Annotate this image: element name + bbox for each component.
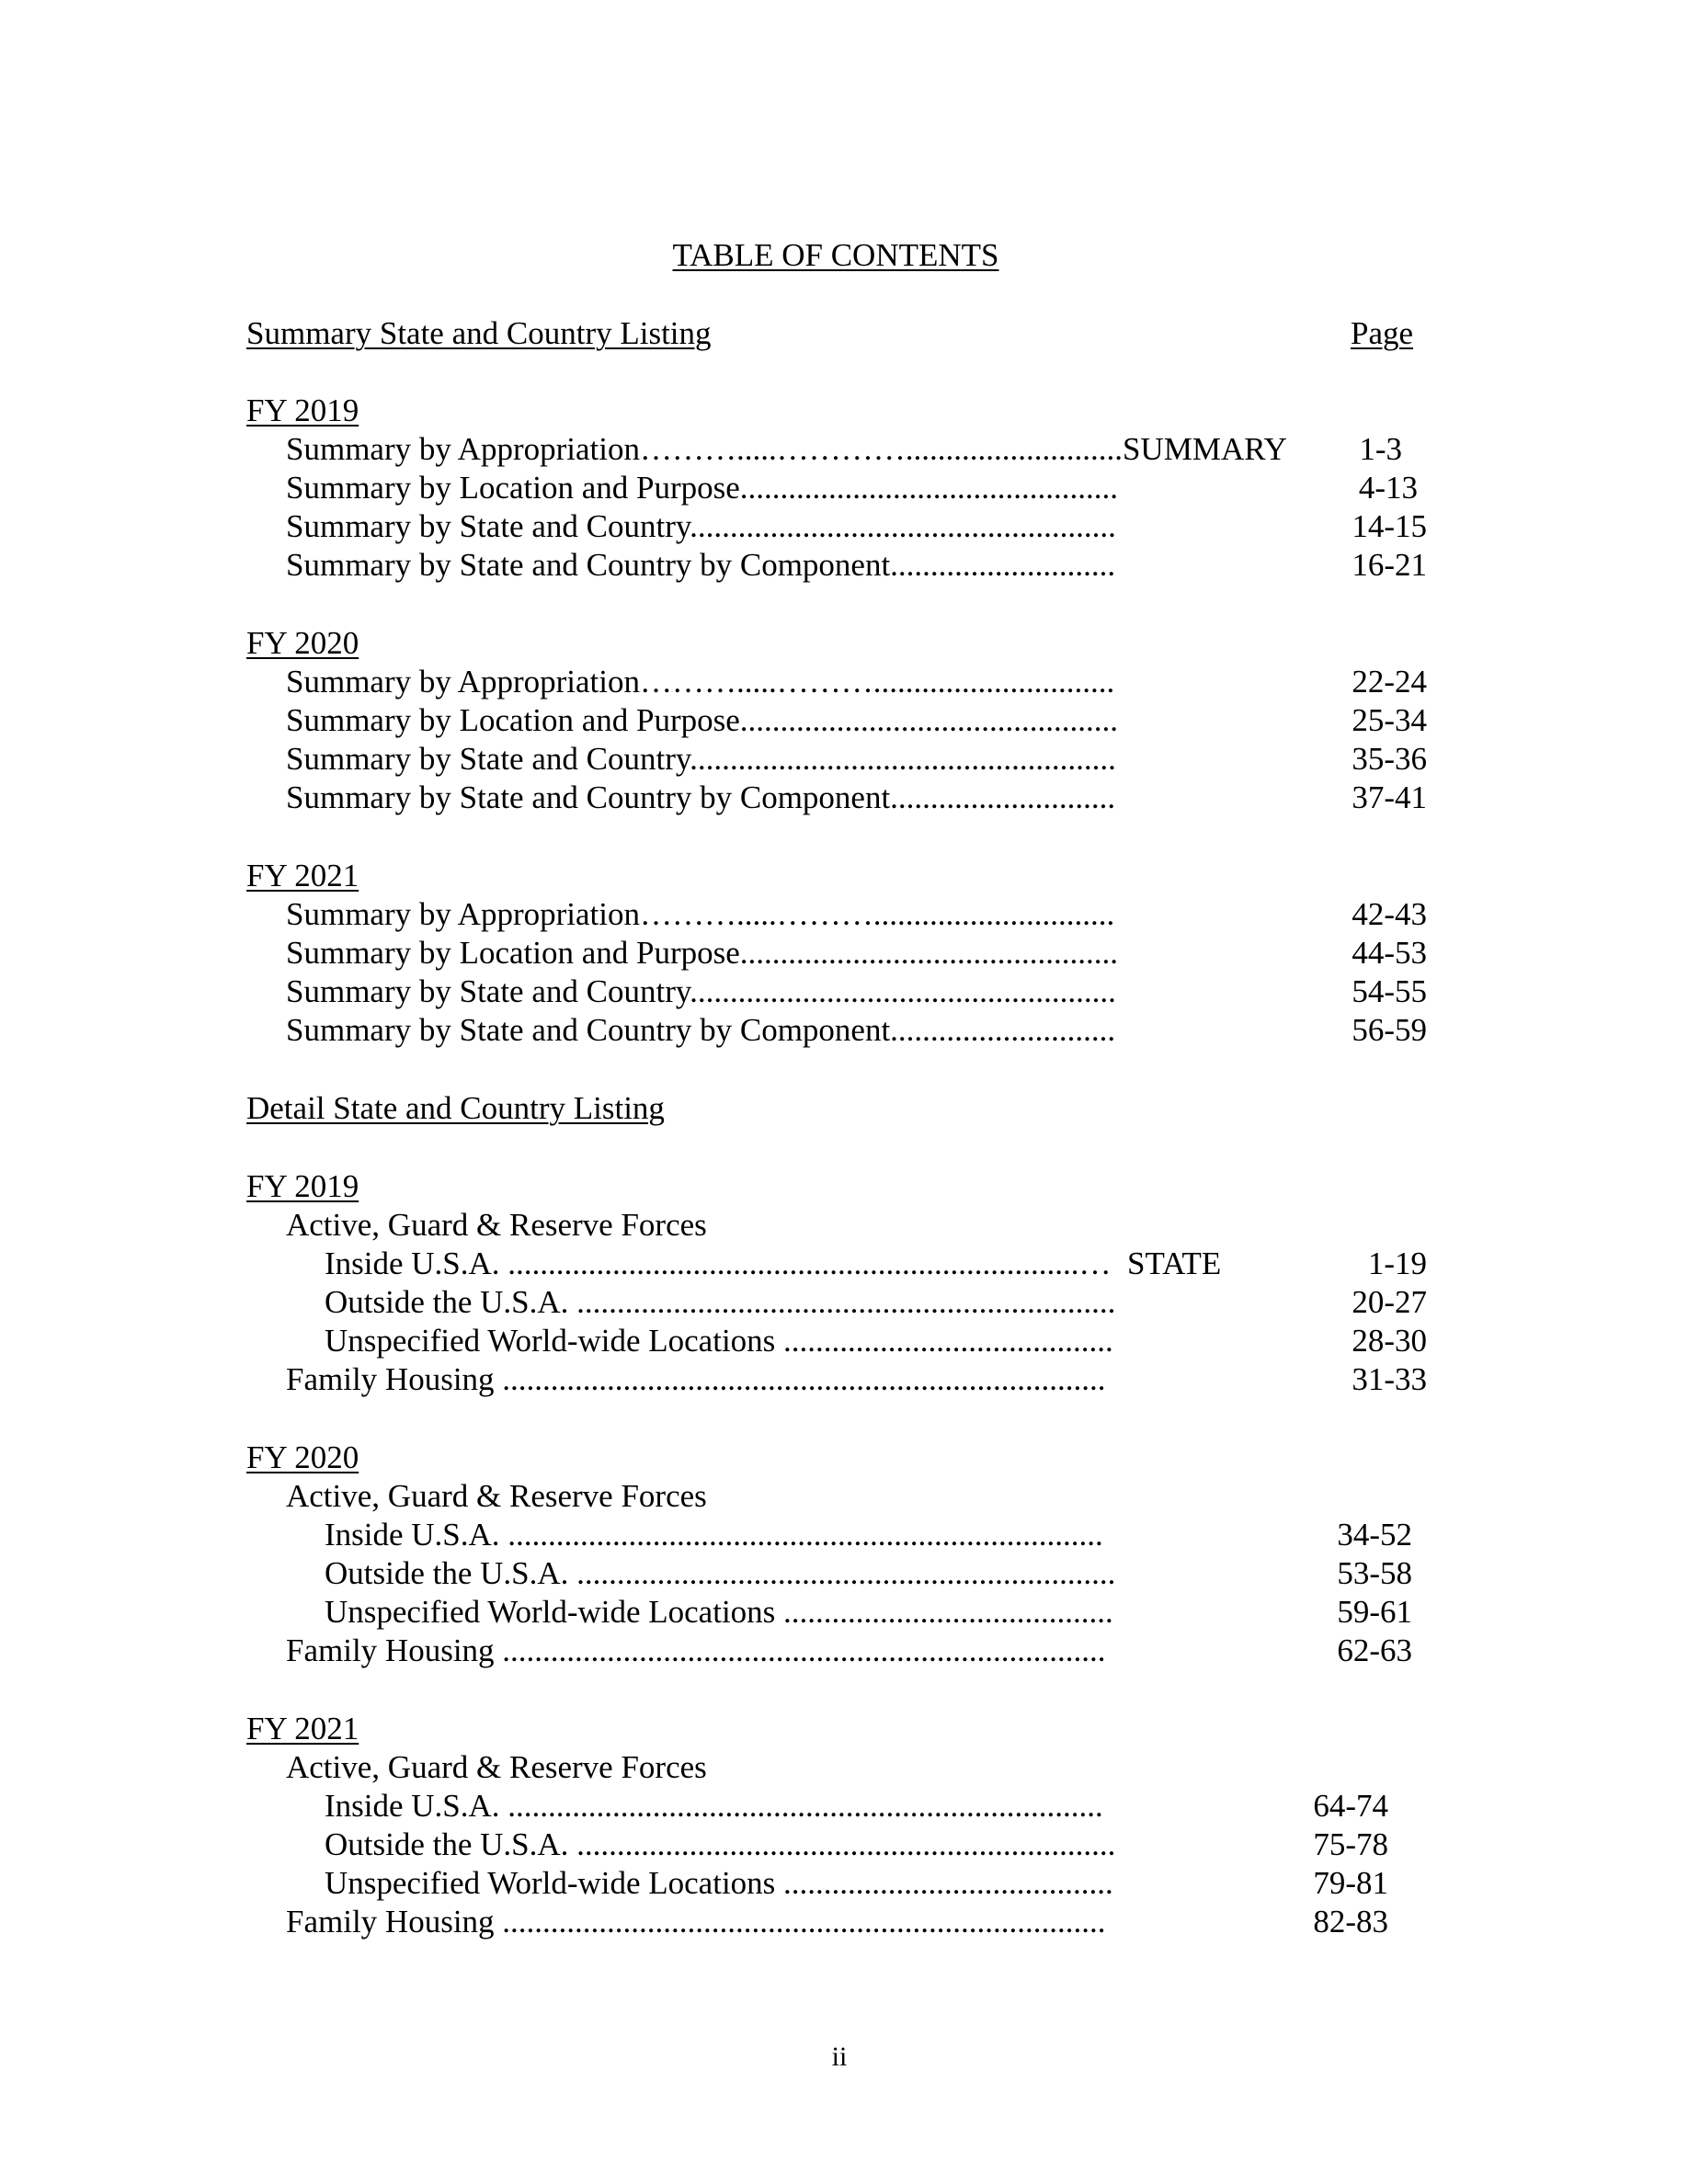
toc-entry-page: 59-61 [1337,1594,1412,1630]
toc-entry-text: Inside U.S.A. .......................................................................… STATE [325,1246,1222,1281]
toc-entry-text: Summary by Location and Purpose............................................... [286,935,1119,971]
toc-entry-page: 64-74 [1313,1788,1388,1824]
forces-subheading: Active, Guard & Reserve Forces [286,1749,707,1785]
detail-fy2021-heading: FY 2021 [246,1711,359,1746]
toc-entry-page: 1-3 [1359,431,1402,467]
toc-entry-text: Summary by State and Country by Component............................ [286,779,1116,815]
toc-entry-text: Outside the U.S.A. ................................................................... [325,1284,1116,1320]
toc-entry-text: Unspecified World-wide Locations ......................................... [325,1865,1113,1901]
toc-entry-page: 35-36 [1352,741,1427,777]
toc-entry-page: 4-13 [1358,470,1418,506]
forces-subheading: Active, Guard & Reserve Forces [286,1207,707,1243]
toc-entry-page: 79-81 [1313,1865,1388,1901]
page-column-heading: Page [1351,315,1414,351]
toc-entry-text: Unspecified World-wide Locations ......................................... [325,1594,1113,1630]
toc-entry-text: Summary by State and Country..................................................... [286,508,1116,544]
toc-entry-page: 54-55 [1352,973,1427,1009]
toc-entry-text: Inside U.S.A. .......................................................................... [325,1517,1103,1553]
detail-fy2020-heading: FY 2020 [246,1439,359,1475]
toc-entry-page: 62-63 [1337,1632,1412,1668]
toc-entry-page: 42-43 [1352,896,1427,932]
toc-entry-text: Family Housing ........................................................................... [286,1632,1106,1668]
toc-entry-page: 31-33 [1352,1361,1427,1397]
toc-entry-text: Inside U.S.A. .......................................................................... [325,1788,1103,1824]
toc-entry-page: 34-52 [1337,1517,1412,1553]
toc-entry-text: Summary by Location and Purpose............................................... [286,470,1119,506]
toc-entry-page: 44-53 [1352,935,1427,971]
toc-entry-page: 82-83 [1313,1904,1388,1939]
summary-fy2021-heading: FY 2021 [246,858,359,893]
toc-entry-page: 37-41 [1352,779,1427,815]
toc-entry-text: Outside the U.S.A. ................................................................... [325,1826,1116,1862]
toc-entry-page: 28-30 [1352,1323,1427,1359]
summary-fy2019-heading: FY 2019 [246,392,359,428]
summary-section-heading: Summary State and Country Listing [246,315,712,351]
toc-entry-text: Summary by State and Country..................................................... [286,741,1116,777]
toc-entry-text: Summary by Appropriation……….....……….............................. [286,896,1115,932]
toc-entry-page: 14-15 [1352,508,1427,544]
toc-entry-page: 75-78 [1313,1826,1388,1862]
toc-entry-text: Summary by State and Country by Component............................ [286,1012,1116,1048]
toc-entry-text: Summary by State and Country..................................................... [286,973,1116,1009]
toc-entry-text: Summary by State and Country by Component............................ [286,547,1116,583]
toc-entry-page: 20-27 [1352,1284,1427,1320]
toc-entry-text: Outside the U.S.A. ................................................................... [325,1555,1116,1591]
toc-entry-text: Family Housing ........................................................................... [286,1904,1106,1939]
toc-entry-text: Summary by Appropriation……….....……….............................. [286,664,1115,700]
page-number: ii [831,2042,848,2072]
toc-entry-text: Unspecified World-wide Locations ......................................... [325,1323,1113,1359]
toc-entry-page: 53-58 [1337,1555,1412,1591]
toc-entry-page: 1-19 [1367,1246,1427,1281]
toc-entry-page: 22-24 [1352,664,1427,700]
toc-title: TABLE OF CONTENTS [672,237,999,273]
toc-entry-page: 16-21 [1352,547,1427,583]
toc-entry-text: Family Housing ........................................................................... [286,1361,1106,1397]
toc-entry-text: Summary by Appropriation……….....…………...........................SUMMARY [286,431,1287,467]
toc-entry-text: Summary by Location and Purpose............................................... [286,702,1119,738]
detail-section-heading: Detail State and Country Listing [246,1090,665,1126]
summary-fy2020-heading: FY 2020 [246,625,359,661]
toc-entry-page: 25-34 [1352,702,1427,738]
detail-fy2019-heading: FY 2019 [246,1168,359,1204]
forces-subheading: Active, Guard & Reserve Forces [286,1478,707,1514]
toc-entry-page: 56-59 [1352,1012,1427,1048]
